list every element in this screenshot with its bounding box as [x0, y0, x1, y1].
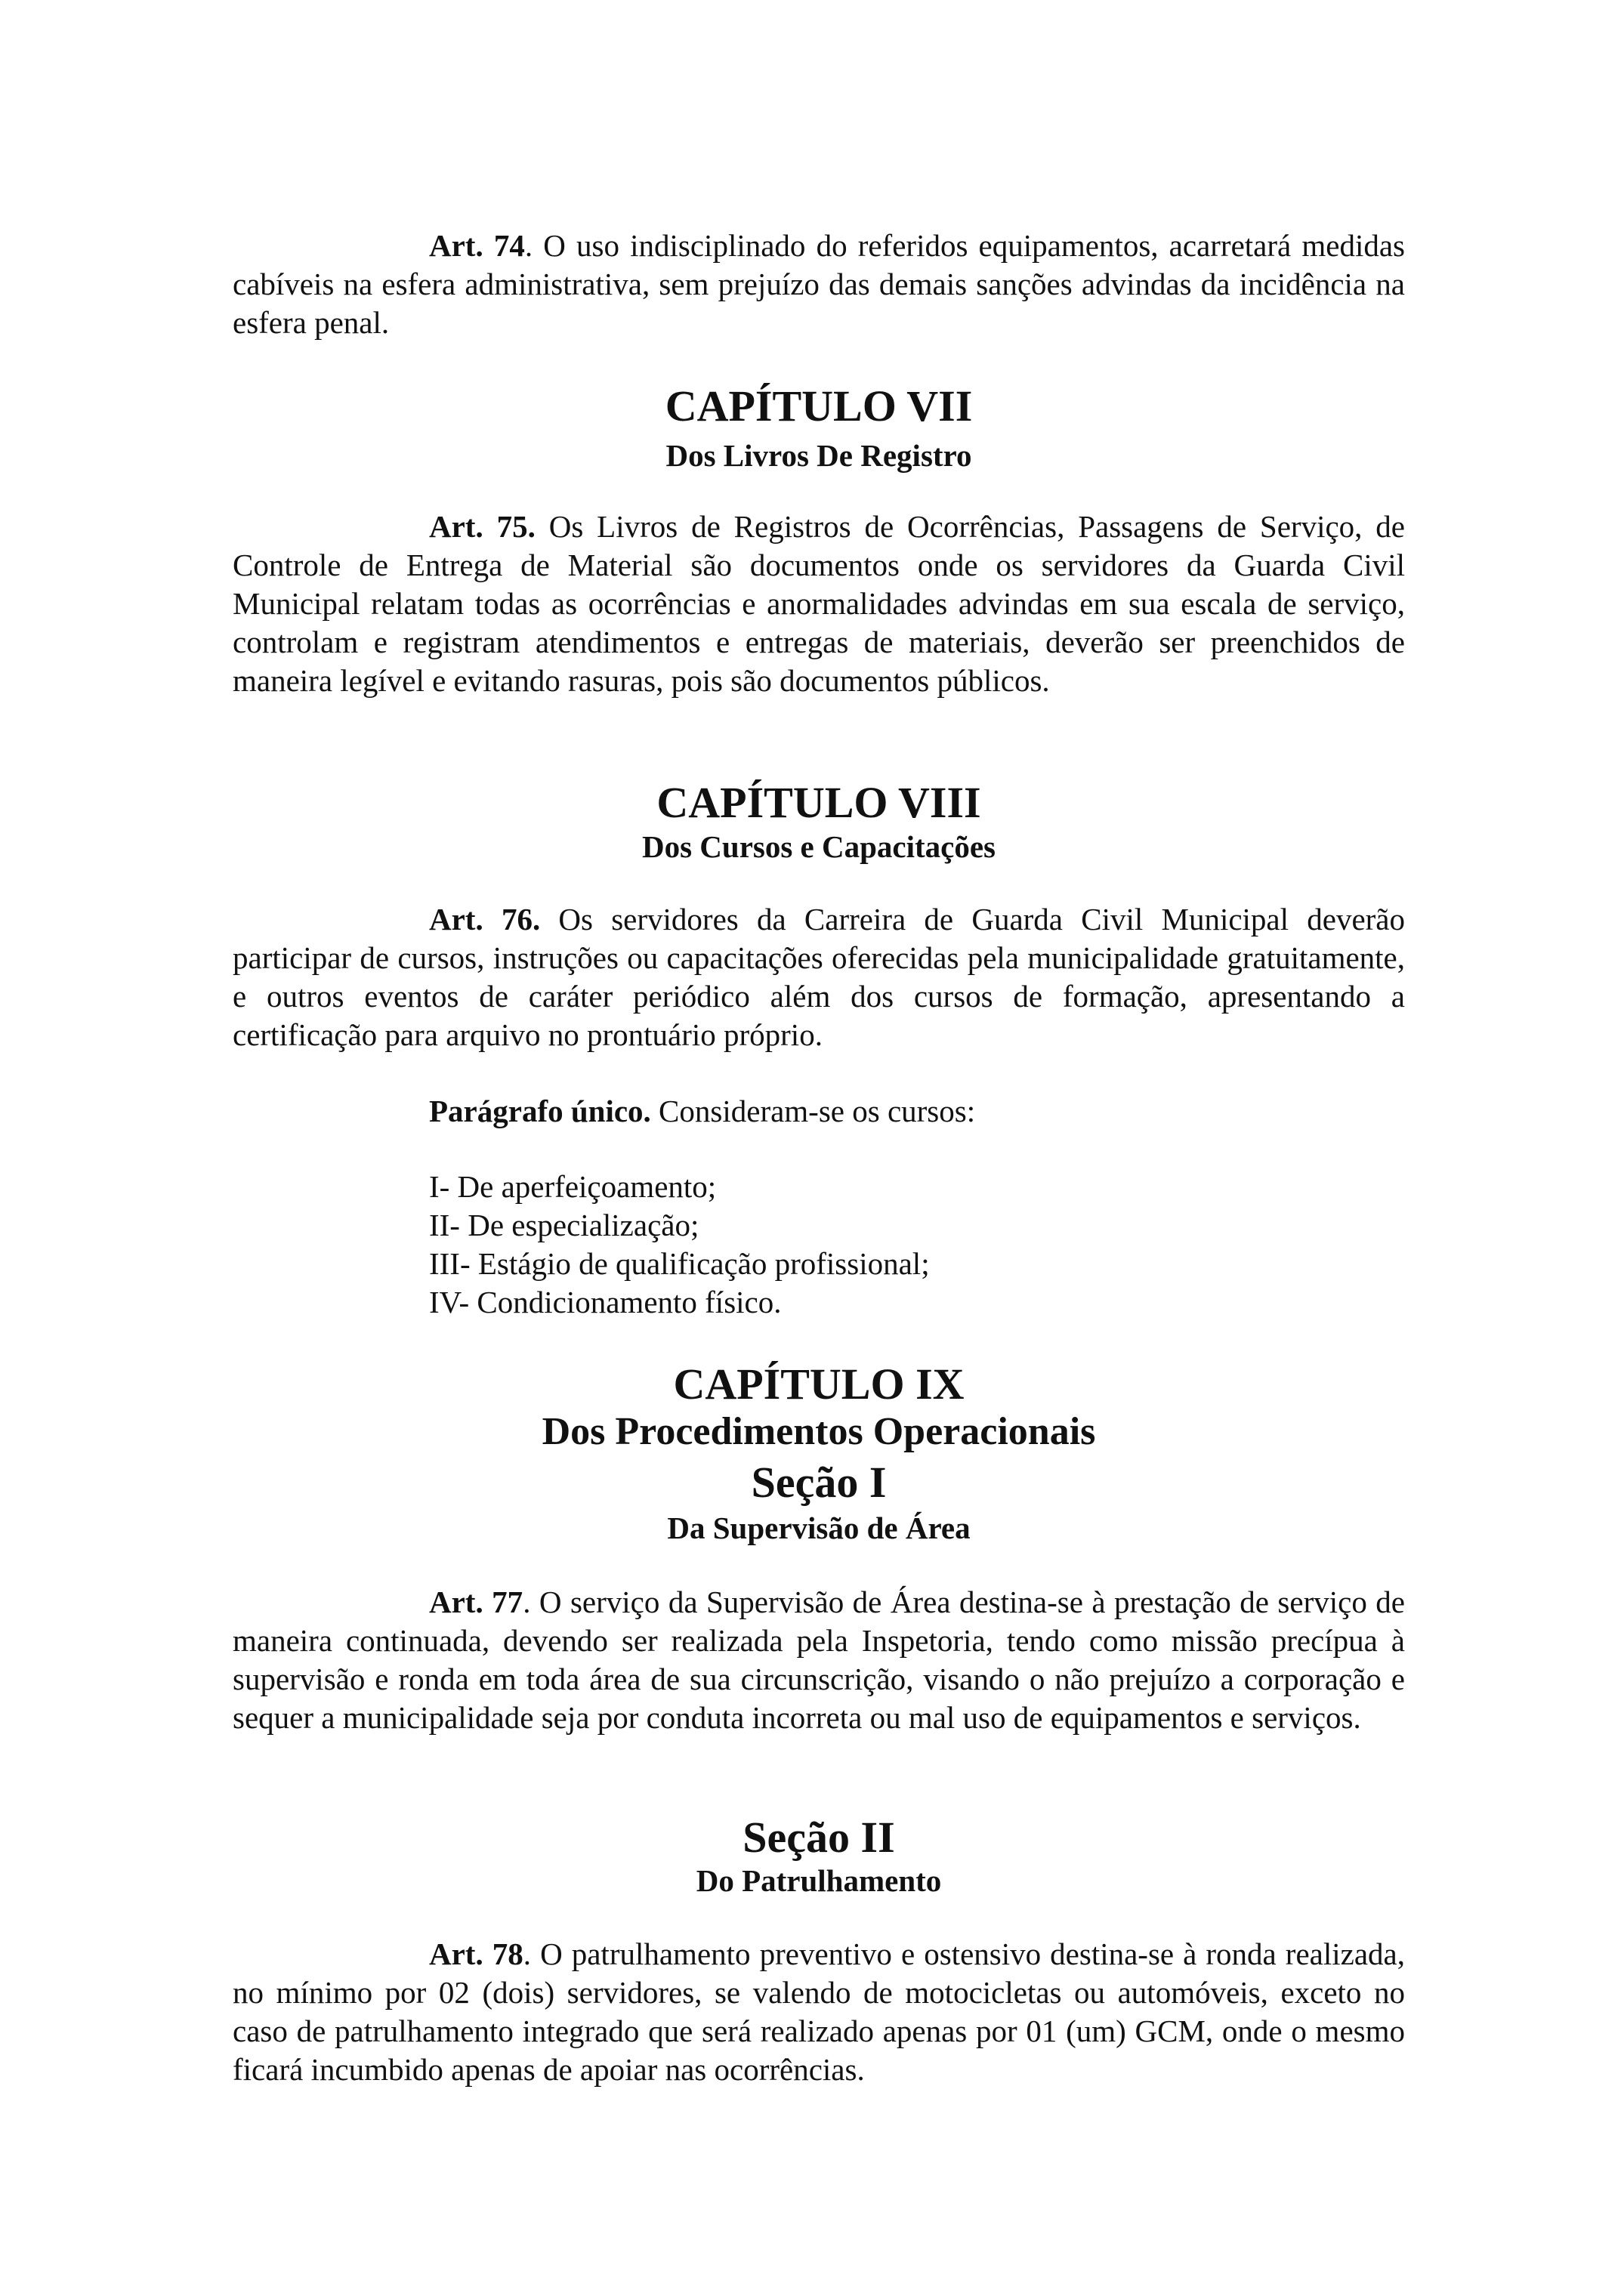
paragraph-body: Consideram-se os cursos: [650, 1094, 976, 1128]
chapter-9-title: CAPÍTULO IX [673, 1359, 965, 1409]
section-1-title: Seção I [751, 1458, 887, 1507]
article-body: Os servidores da Carreira de Guarda Civil Municipal deverão participar de cursos, instruções ou capacitações oferecidas pela municipalidade gratuitamente, e outros eventos de caráter periódico além dos cursos de formação, apresentando a certificação para arquivo no prontuário próprio. [233, 902, 1405, 1052]
chapter-8-title: CAPÍTULO VIII [656, 778, 981, 827]
section-2-subtitle: Do Patrulhamento [696, 1863, 942, 1898]
section-2-title: Seção II [743, 1813, 895, 1862]
article-78 [233, 1935, 1405, 2089]
list-item: I- De aperfeiçoamento; [429, 1169, 717, 1204]
article-77 [233, 1583, 1405, 1737]
article-label: Art. 77 [429, 1585, 523, 1619]
section-1-subtitle: Da Supervisão de Área [667, 1511, 971, 1545]
article-label: Art. 78 [429, 1936, 523, 1971]
list-item: IV- Condicionamento físico. [429, 1285, 782, 1319]
chapter-7-title: CAPÍTULO VII [665, 381, 973, 430]
paragraph-unico [233, 1092, 1405, 1131]
list-item: III- Estágio de qualificação profissional; [429, 1246, 930, 1281]
article-75 [233, 508, 1405, 700]
article-body: Os Livros de Registros de Ocorrências, Passagens de Serviço, de Controle de Entrega de Material são documentos onde os servidores da Guarda Civil Municipal relatam todas as ocorrências e anormalidades advindas em sua escala de serviço, controlam e registram atendimentos e entregas de materiais, deverão ser preenchidos de maneira legível e evitando rasuras, pois são documentos públicos. [233, 509, 1405, 698]
article-body: . O serviço da Supervisão de Área destina-se à prestação de serviço de maneira continuada, devendo ser realizada pela Inspetoria, tendo como missão precípua à supervisão e ronda em toda área de sua circunscrição, visando o não prejuízo a corporação e sequer a municipalidade seja por conduta incorreta ou mal uso de equipamentos e serviços. [233, 1585, 1405, 1735]
article-label: Art. 76. [429, 902, 541, 937]
chapter-9-subtitle: Dos Procedimentos Operacionais [542, 1410, 1096, 1453]
article-74 [233, 227, 1405, 342]
chapter-7-subtitle: Dos Livros De Registro [665, 438, 972, 473]
article-76 [233, 900, 1405, 1054]
article-label: Art. 74 [429, 228, 525, 263]
paragraph-label: Parágrafo único. [429, 1094, 651, 1128]
article-body: . O patrulhamento preventivo e ostensivo destina-se à ronda realizada, no mínimo por 02 (dois) servidores, se valendo de motocicletas ou automóveis, exceto no caso de patrulhamento integrado que será realizado apenas por 01 (um) GCM, onde o mesmo ficará incumbido apenas de apoiar nas ocorrências. [233, 1936, 1405, 2087]
article-label: Art. 75. [429, 509, 536, 544]
course-list [429, 1168, 930, 1322]
chapter-8-subtitle: Dos Cursos e Capacitações [641, 829, 996, 864]
list-item: II- De especialização; [429, 1208, 699, 1242]
article-body: . O uso indisciplinado do referidos equipamentos, acarretará medidas cabíveis na esfera administrativa, sem prejuízo das demais sanções advindas da incidência na esfera penal. [233, 228, 1405, 340]
